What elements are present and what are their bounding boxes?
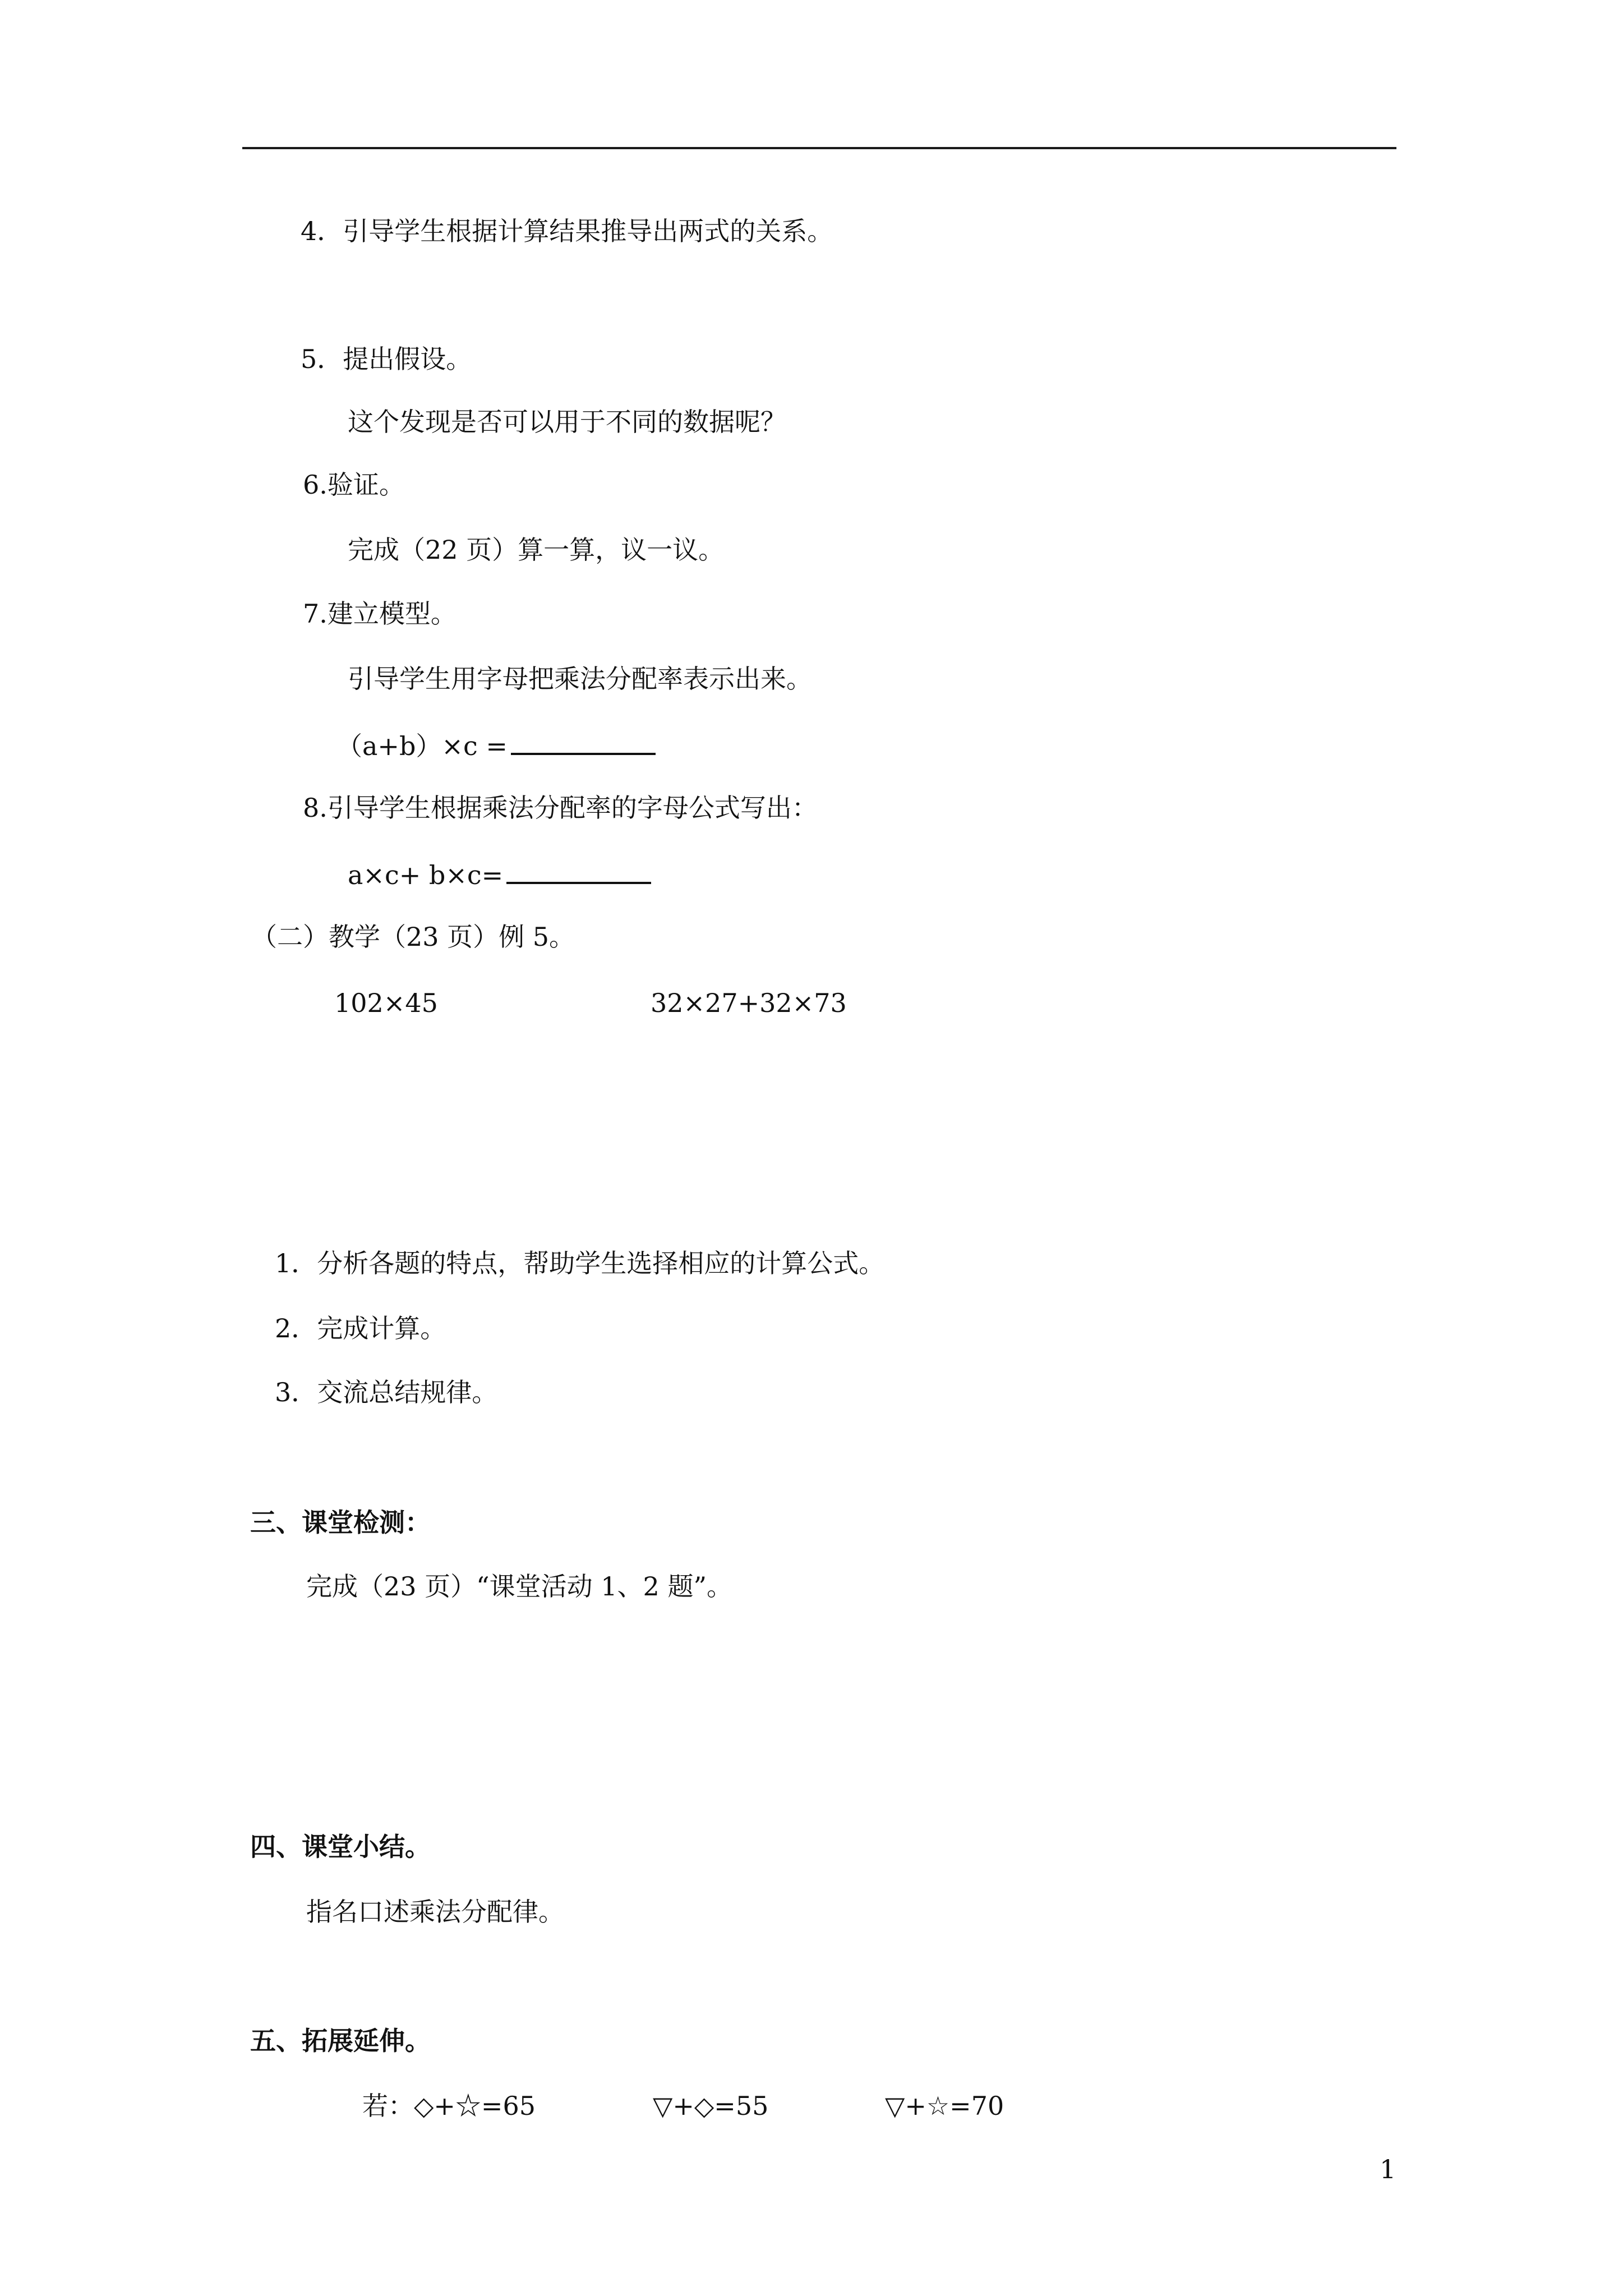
step-8: 8.引导学生根据乘法分配率的字母公式写出： [303,793,818,823]
step-4: 4．引导学生根据计算结果推导出两式的关系。 [301,216,833,246]
formula-line-2 [348,856,651,892]
example-heading: （二）教学（23 页）例 5。 [251,922,575,952]
answer-blank-1 [511,727,656,755]
formula-line-1 [336,727,656,763]
step-7: 7.建立模型。 [303,599,457,629]
example-expression-1: 102×45 [334,988,438,1018]
step-7-body: 引导学生用字母把乘法分配率表示出来。 [348,664,812,694]
section-5-equation-3: ▽+☆=70 [885,2091,1004,2121]
section-3-body: 完成（23 页）“课堂活动 1、2 题”。 [306,1571,732,1602]
section-5-equation-1: 若：◇+☆=65 [362,2091,536,2121]
step-6: 6.验证。 [303,470,405,500]
header-rule [242,147,1396,149]
answer-blank-2 [506,856,651,884]
formula-2-text: a×c+ b×c= [348,860,504,890]
section-4-body: 指名口述乘法分配律。 [306,1897,564,1927]
step-5: 5．提出假设。 [301,344,472,374]
section-3-title: 三、课堂检测： [250,1507,431,1538]
step-6-body: 完成（22 页）算一算，议一议。 [348,535,725,565]
section-5-title: 五、拓展延伸。 [250,2026,431,2056]
section-5-equation-2: ▽+◇=55 [653,2091,769,2121]
section-4-title: 四、课堂小结。 [250,1832,431,1862]
example-step-2: 2．完成计算。 [275,1313,446,1343]
example-expression-2: 32×27+32×73 [651,988,847,1018]
step-5-question: 这个发现是否可以用于不同的数据呢？ [348,407,786,437]
example-step-3: 3．交流总结规律。 [275,1377,498,1407]
example-step-1: 1．分析各题的特点，帮助学生选择相应的计算公式。 [275,1248,885,1278]
formula-1-text: （a+b）×c = [336,731,508,761]
page-number: 1 [1380,2154,1396,2184]
